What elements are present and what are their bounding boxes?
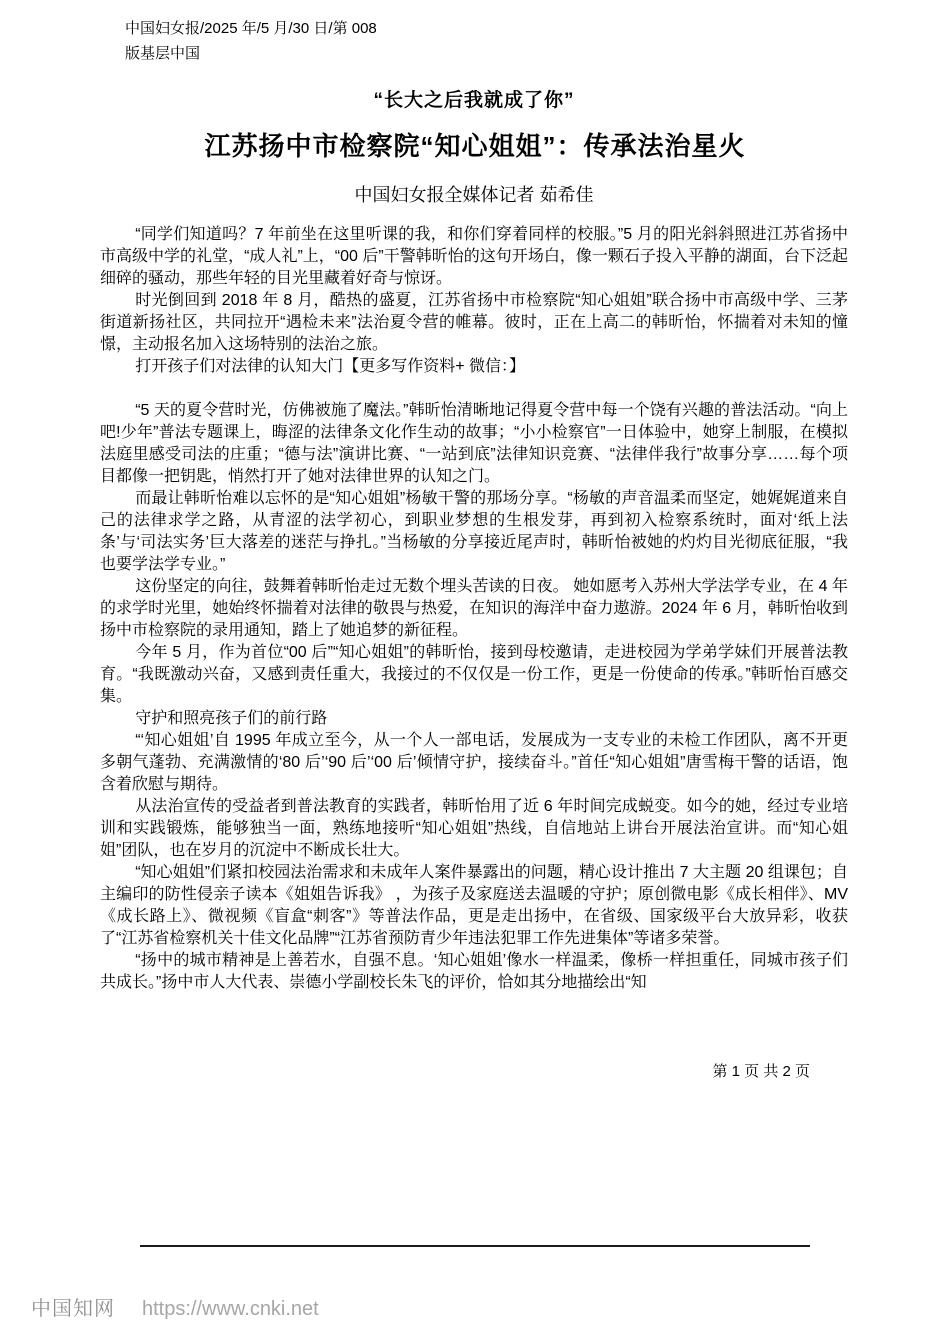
paragraph: 这份坚定的向往，鼓舞着韩昕怡走过无数个埋头苦读的日夜。 她如愿考入苏州大学法学专业，在 4 年的求学时光里，她始终怀揣着对法律的敬畏与热爱，在知识的海洋中奋力遨游。2024 年 6 月，韩昕怡收到扬中市检察院的录用通知，踏上了她追梦的新征程。 — [100, 578, 848, 639]
paragraph: “‘知心姐姐’自 1995 年成立至今，从一个人一部电话，发展成为一支专业的未检工作团队，离不开更多朝气蓬勃、充满激情的‘80 后’‘90 后’‘00 后’倾情守护，接续奋斗。”首任“知心姐姐”唐雪梅干警的话语，饱含着欣慰与期待。 — [100, 732, 848, 793]
page-number-indicator: 第 1 页 共 2 页 — [712, 1063, 810, 1080]
paragraph: 时光倒回到 2018 年 8 月，酷热的盛夏，江苏省扬中市检察院“知心姐姐”联合扬中市高级中学、三茅街道新扬社区，共同拉开“遇检未来”法治夏令营的帷幕。彼时，正在上高二的韩昕怡，怀揣着对未知的憧憬，主动报名加入这场特别的法治之旅。 — [100, 292, 848, 353]
cnki-logo-text: 中国知网 — [31, 1298, 115, 1320]
paragraph: “5 天的夏令营时光，仿佛被施了魔法。”韩昕怡清晰地记得夏令营中每一个饶有兴趣的普法活动。“向上吧!少年”普法专题课上，晦涩的法律条文化作生动的故事；“小小检察官”一日体验中，她穿上制服，在模拟法庭里感受司法的庄重；“德与法”演讲比赛、“一站到底”法律知识竞赛、“法律伴我行”故事分享……每个项目都像一把钥匙，悄然打开了她对法律世界的认知之门。 — [100, 402, 848, 485]
source-header — [125, 16, 377, 66]
article-body — [100, 224, 848, 994]
paragraph: 而最让韩昕怡难以忘怀的是“知心姐姐”杨敏干警的那场分享。“杨敏的声音温柔而坚定，她娓娓道来自己的法律求学之路，从青涩的法学初心，到职业梦想的生根发芽，再到初入检察系统时，面对‘纸上法条’与‘司法实务’巨大落差的迷茫与挣扎。”当杨敏的分享接近尾声时，韩昕怡被她的灼灼目光彻底征服，“我也要学法学专业。” — [100, 490, 848, 573]
source-header-line1: 中国妇女报/2025 年/5 月/30 日/第 008 — [125, 20, 377, 37]
footer-divider — [140, 1245, 810, 1247]
paragraph: “扬中的城市精神是上善若水，自强不息。‘知心姐姐’像水一样温柔，像桥一样担重任，同城市孩子们共成长。”扬中市人大代表、崇德小学副校长朱飞的评价，恰如其分地描绘出“知 — [100, 952, 848, 991]
inserted-note-paragraph: 打开孩子们对法律的认知大门【更多写作资料+ 微信：】 — [135, 358, 525, 375]
article-title: 江苏扬中市检察院“知心姐姐”：传承法治星火 — [204, 131, 746, 161]
article-kicker: “长大之后我就成了你” — [373, 90, 575, 111]
cnki-watermark — [31, 1292, 319, 1321]
article-byline: 中国妇女报全媒体记者 茹希佳 — [354, 185, 594, 205]
paragraph: 从法治宣传的受益者到普法教育的实践者，韩昕怡用了近 6 年时间完成蜕变。如今的她，经过专业培训和实践锻炼，能够独当一面，熟练地接听“知心姐姐”热线，自信地站上讲台开展法治宣讲。而“知心姐姐”团队，也在岁月的沉淀中不断成长壮大。 — [100, 798, 848, 859]
paragraph: 今年 5 月，作为首位“00 后”“知心姐姐”的韩昕怡，接到母校邀请，走进校园为学弟学妹们开展普法教育。“我既激动兴奋，又感到责任重大，我接过的不仅仅是一份工作，更是一份使命的传承。”韩昕怡百感交集。 — [100, 644, 848, 705]
section-heading-paragraph: 守护和照亮孩子们的前行路 — [135, 710, 328, 727]
cnki-url: https://www.cnki.net — [142, 1298, 319, 1320]
source-header-line2: 版基层中国 — [125, 45, 201, 62]
paragraph: “同学们知道吗？7 年前坐在这里听课的我，和你们穿着同样的校服。”5 月的阳光斜斜照进江苏省扬中市高级中学的礼堂，“成人礼”上，“00 后”干警韩昕怡的这句开场白，像一颗石子投入平静的湖面，台下泛起细碎的骚动，那些年轻的目光里藏着好奇与惊讶。 — [100, 226, 848, 287]
paragraph: “知心姐姐”们紧扣校园法治需求和未成年人案件暴露出的问题，精心设计推出 7 大主题 20 组课包；自主编印的防性侵亲子读本《姐姐告诉我》 ，为孩子及家庭送去温暖的守护；原创微电影《成长相伴》、MV《成长路上》、微视频《盲盒“刺客”》等普法作品，更是走出扬中，在省级、国家级平台大放异彩，收获了“江苏省检察机关十佳文化品牌”“江苏省预防青少年违法犯罪工作先进集体”等诸多荣誉。 — [100, 864, 848, 947]
